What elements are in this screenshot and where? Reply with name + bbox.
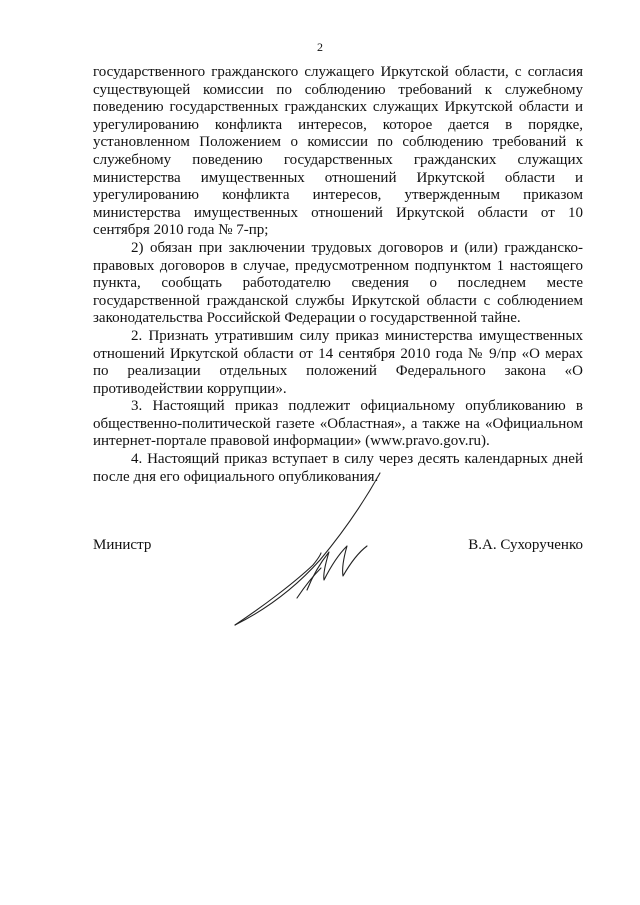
paragraph-subitem-2: 2) обязан при заключении трудовых договоров и (или) гражданско-правовых договоров в случае, предусмотренном подпунктом 1 настоящего пункта, сообщать работодателю сведения о последнем месте государственной гражданской службы Иркутской области с соблюдением законодательства Российской Федерации о государственной тайне. bbox=[93, 239, 583, 327]
signatory-position: Министр bbox=[93, 537, 152, 553]
handwritten-signature bbox=[225, 470, 385, 630]
paragraph-item-3: 3. Настоящий приказ подлежит официальному опубликованию в общественно-политической газете «Областная», а также на «Официальном интернет-портале правовой информации» (www.pravo.gov.ru). bbox=[93, 398, 583, 450]
paragraph-item-4: 4. Настоящий приказ вступает в силу через десять календарных дней после дня его официального опубликования. bbox=[93, 451, 583, 485]
signature-stroke-m2 bbox=[297, 568, 321, 598]
signature-stroke-loop bbox=[235, 553, 321, 625]
page-number: 2 bbox=[317, 40, 323, 54]
paragraph-continuation: государственного гражданского служащего Иркутской области, с согласия существующей комиссии по соблюдению требований к служебному поведению государственных гражданских служащих Иркутской области и урегулированию конфликта интересов, которое дается в порядке, установленном Положением о комиссии по соблюдению требований к служебному поведению государственных гражданских служащих министерства имущественных отношений Иркутской области и урегулированию конфликта интересов, утвержденным приказом министерства имущественных отношений Иркутской области от 10 сентября 2010 года № 7-пр; bbox=[93, 64, 583, 239]
signature-stroke-m1 bbox=[307, 546, 367, 590]
paragraph-item-2: 2. Признать утратившим силу приказ министерства имущественных отношений Иркутской области от 14 сентября 2010 года № 9/пр «О мерах по реализации отдельных положений Федерального закона «О противодействии коррупции». bbox=[93, 327, 583, 397]
signature-stroke-long bbox=[235, 473, 380, 625]
signatory-name: В.А. Сухорученко bbox=[468, 537, 583, 553]
document-body bbox=[93, 64, 583, 486]
